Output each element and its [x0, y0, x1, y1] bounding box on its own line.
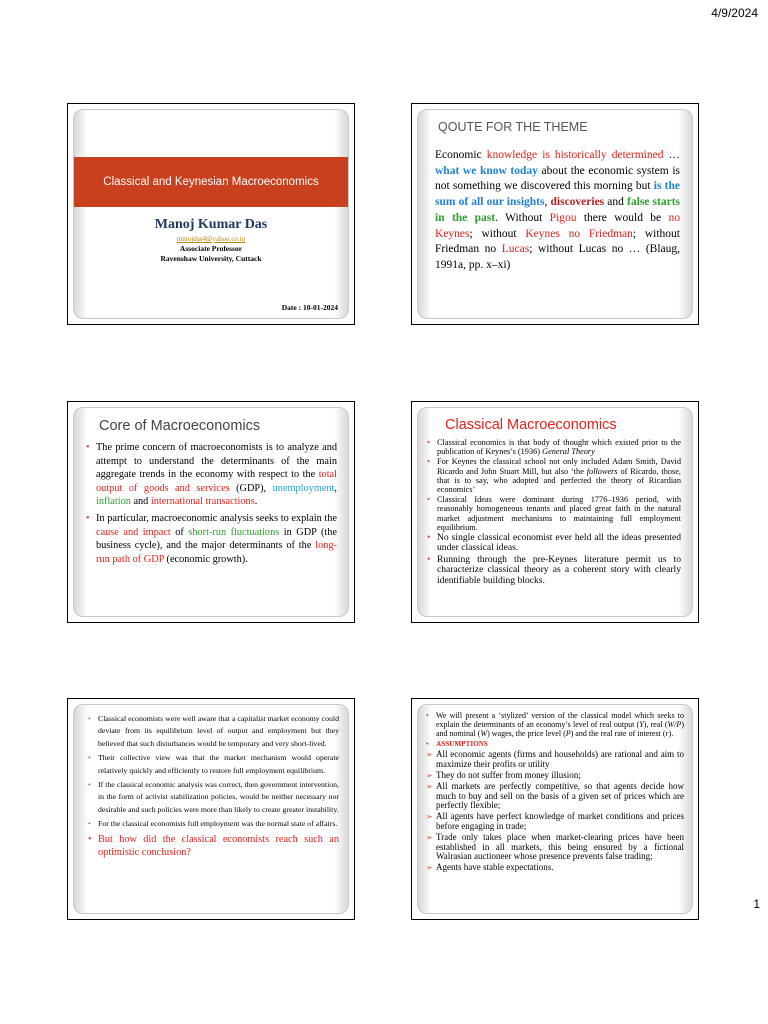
quote-part: is the sum of all our insights	[435, 180, 680, 209]
bullet-icon: •	[88, 833, 92, 845]
text-part: ), real (	[643, 719, 668, 729]
text-part: ) and nominal (	[436, 719, 684, 738]
text-part: All economic agents (firms and households) are rational and aim to maximize their profits or utility	[436, 749, 684, 769]
author-position: Associate Professor	[179, 244, 243, 253]
slide-frame	[73, 407, 349, 617]
list-item	[88, 779, 339, 816]
title-band	[74, 157, 348, 207]
text-part: of Ricardo, those, that is to say, who adopted and perfected the theory of Ricardian economics’	[437, 466, 681, 495]
bullet-icon: •	[427, 553, 431, 565]
list-item	[426, 750, 684, 769]
text-part: The prime concern of macroeconomists is to analyze and attempt to understand the determinants of the main aggregate trends in the economy with respect to the	[96, 442, 337, 481]
text-part: cause and impact	[96, 526, 171, 538]
text-part: Trade only takes place when market-clearing prices have been established in all markets, this being ensured by a fictional Walrasian auctioneer whose presence prevents false trading;	[436, 831, 684, 862]
text-part: P	[565, 728, 571, 738]
bullet-icon: •	[88, 819, 91, 829]
list-item	[88, 713, 339, 750]
quote-part: Economic	[435, 149, 487, 161]
list-item	[426, 771, 684, 781]
bullet-icon: •	[88, 780, 91, 790]
slide-classical-macro	[411, 401, 699, 623]
list-item	[426, 812, 684, 831]
quote-part: knowledge is historically determined	[486, 149, 664, 161]
bullet-icon: •	[426, 739, 429, 748]
text-part: in GDP (the business cycle), and the major determinants of the	[96, 526, 337, 552]
text-part: (economic growth).	[163, 553, 248, 565]
text-part: They do not suffer from money illusion;	[436, 769, 581, 780]
quote-text	[435, 148, 680, 274]
list-item	[88, 818, 339, 830]
text-part: international transactions	[150, 496, 255, 508]
slide-heading: Classical Macroeconomics	[445, 417, 617, 433]
list-item	[427, 457, 681, 494]
quote-part: false starts in the past	[435, 196, 681, 224]
text-part: .	[254, 496, 258, 508]
bullet-list	[427, 438, 681, 587]
text-part: of	[170, 526, 189, 538]
text-part: For Keynes the classical school not only included Adam Smith, David Ricardo and John Stuart Mill, but also ‘the	[437, 457, 681, 476]
list-item-question	[88, 833, 339, 860]
text-part: short-run fluctuations	[188, 526, 280, 538]
author-block	[74, 217, 348, 263]
text-part: (GDP),	[229, 482, 273, 494]
slide-core-macro	[67, 401, 355, 623]
arrow-bullet-icon: ➢	[426, 750, 433, 760]
text-part: But how did the classical economists reach such an optimistic conclusion?	[98, 833, 339, 859]
bullet-list	[86, 441, 337, 569]
quote-part: ,	[544, 196, 551, 209]
list-item	[427, 533, 681, 554]
quote-part: and	[604, 196, 628, 209]
bullet-icon: •	[88, 714, 91, 723]
slide-assumptions	[411, 698, 699, 920]
bullet-icon: •	[86, 512, 90, 524]
slide-classical-views	[67, 698, 355, 920]
arrow-bullet-icon: ➢	[426, 781, 433, 791]
text-part: We will present a ‘stylized’ version of the classical model which seeks to explain the determinants of an economy’s level of real output (	[436, 711, 684, 729]
bullet-icon: •	[427, 457, 430, 467]
bullet-icon: •	[427, 438, 430, 447]
slide-frame	[417, 109, 693, 319]
text-part: No single classical economist ever held all the ideas presented under classical ideas.	[437, 532, 681, 554]
slide-quote	[411, 103, 699, 325]
text-part: Classical economics is that body of thought which existed prior to the publication of Keynes’s (1936)	[437, 438, 681, 457]
quote-part: ; without Lucas no … (Blaug, 1991a, pp. x–xi)	[435, 243, 681, 271]
text-part: If the classical economic analysis was correct, then government intervention, in the form of activist stabilization policies, would be neither necessary nor desirable and such policies were more than likely to create greater instability.	[98, 780, 339, 814]
assumptions-label	[426, 740, 684, 749]
text-part: Running through the pre-Keynes literature permit us to characterize classical theory as a coherent story with clearly identifiable building blocks.	[437, 553, 681, 586]
quote-part: no Keynes	[435, 211, 680, 240]
author-affiliation: Ravenshaw University, Cuttack	[160, 254, 262, 263]
quote-part: ; without Friedman no	[435, 227, 680, 256]
arrow-bullet-icon: ➢	[426, 812, 433, 822]
quote-part: there would be	[576, 211, 669, 224]
list-item	[426, 833, 684, 862]
list-item	[426, 863, 684, 873]
list-item	[427, 495, 681, 532]
text-part: Y	[639, 719, 644, 729]
quote-part: …	[663, 149, 681, 161]
text-part: General Theory	[542, 447, 595, 457]
presentation-title: Classical and Keynesian Macroeconomics	[103, 176, 319, 188]
text-part: All markets are perfectly competitive, so that agents decide how much to buy and sell on the basis of a given set of prices which are perfectly flexible;	[436, 780, 684, 811]
quote-part: what we know today	[435, 164, 538, 177]
list-item	[426, 712, 684, 738]
arrow-bullet-icon: ➢	[426, 863, 433, 873]
slide-frame	[73, 704, 349, 914]
text-part: All agents have perfect knowledge of market conditions and prices before engaging in trade;	[436, 811, 684, 831]
text-part: r	[665, 728, 669, 738]
text-part: long-run path of GDP	[96, 540, 337, 565]
slide-title	[67, 103, 355, 325]
bullet-list	[88, 713, 339, 862]
bullet-icon: •	[426, 711, 429, 720]
quote-part: about the economic system is not something we discovered this morning but	[435, 164, 681, 193]
list-item	[86, 512, 337, 566]
bullet-icon: •	[427, 532, 431, 544]
text-part: ,	[334, 482, 337, 494]
text-part: W	[480, 728, 488, 738]
list-item	[426, 782, 684, 811]
bullet-list	[426, 712, 684, 874]
text-part: ) and the real rate of interest (	[570, 728, 666, 738]
author-name: Manoj Kumar Das	[154, 217, 268, 232]
bullet-icon: •	[88, 753, 91, 763]
quote-part: Pigou	[549, 211, 577, 224]
text-part: ).	[668, 728, 674, 738]
text-part: inflation	[96, 496, 131, 508]
arrow-bullet-icon: ➢	[426, 832, 433, 842]
slide-frame	[417, 704, 693, 914]
slide-frame	[73, 109, 349, 319]
text-part: W/P	[667, 719, 682, 729]
text-part: Their collective view was that the market mechanism would operate relatively quickly and efficiently to restore full employment equilibrium.	[98, 753, 339, 775]
slide-heading: QOUTE FOR THE THEME	[438, 120, 588, 134]
quote-part: Lucas	[501, 243, 530, 256]
lecture-date: Date : 10-01-2024	[281, 303, 338, 312]
quote-part: ; without	[469, 227, 526, 240]
quote-part: . Without	[495, 211, 550, 224]
quote-part: discoveries	[550, 196, 605, 209]
text-part: For the classical economists full employment was the normal state of affairs.	[98, 819, 338, 829]
bullet-icon: •	[86, 442, 90, 453]
list-item	[88, 752, 339, 777]
slide-frame	[417, 407, 693, 617]
text-part: total output of goods and services	[96, 469, 337, 494]
slide-heading: Core of Macroeconomics	[99, 418, 261, 434]
quote-part: Keynes no Friedman	[525, 227, 633, 240]
text-part: and	[130, 496, 151, 508]
text-part: Classical Ideas were dominant during 1776–1936 period, with reasonably homogeneous tenants and placed great faith in the natural market adjustment mechanisms to maintaining full employment equilibrium.	[437, 495, 681, 532]
text-part: followers	[586, 466, 618, 476]
text-part: In particular, macroeconomic analysis seeks to explain the	[96, 512, 337, 524]
author-email[interactable]: mmojdas4@yahoo.co.in	[176, 235, 246, 243]
list-item	[427, 555, 681, 586]
text-part: Classical economists were well aware that a capitalist market economy could deviate from its equilibrium level of output and employment but they believed that such disturbances would be temporary and very short-lived.	[98, 714, 339, 748]
text-part: ) wages, the price level (	[487, 728, 566, 738]
text-part: Agents have stable expectations.	[436, 862, 554, 873]
page-date: 4/9/2024	[711, 6, 758, 20]
text-part: unemployment	[272, 482, 335, 494]
page-number: 1	[753, 897, 760, 911]
list-item	[86, 441, 337, 509]
list-item	[427, 438, 681, 456]
bullet-icon: •	[427, 495, 430, 505]
arrow-bullet-icon: ➢	[426, 770, 433, 780]
text-part: ASSUMPTIONS	[436, 739, 488, 748]
